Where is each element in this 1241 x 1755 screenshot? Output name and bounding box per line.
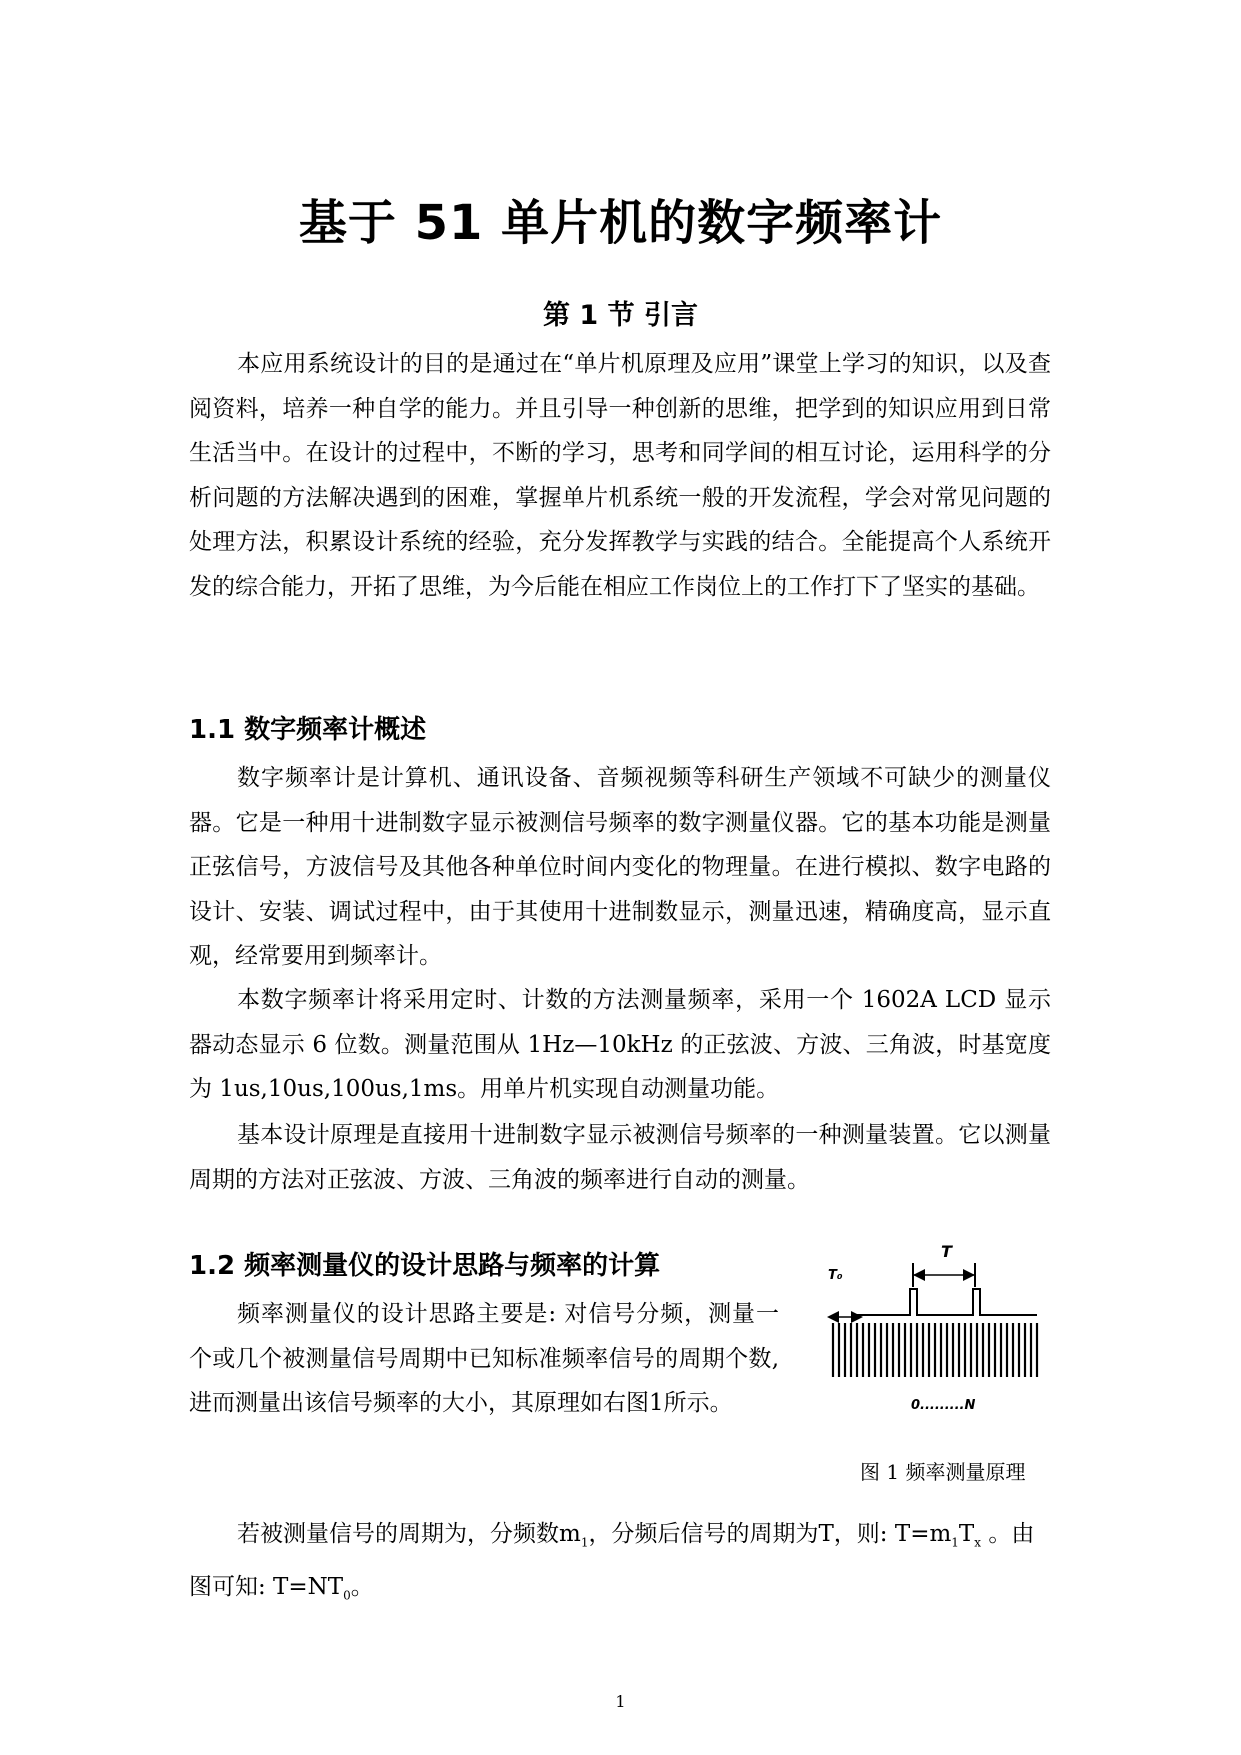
formula-text-3: T (958, 1521, 975, 1547)
page-number: 1 (615, 1692, 626, 1711)
paragraph-1-1-c: 基本设计原理是直接用十进制数字显示被测信号频率的一种测量装置。它以测量周期的方法对正弦波、方波、三角波的频率进行自动的测量。 (189, 1122, 1051, 1193)
intro-paragraph: 本应用系统设计的目的是通过在“单片机原理及应用”课堂上学习的知识，以及查阅资料，培养一种自学的能力。并且引导一种创新的思维，把学到的知识应用到日常生活当中。在设计的过程中，不断的学习，思考和同学间的相互讨论，运用科学的分析问题的方法解决遇到的困难，掌握单片机系统一般的开发流程，学会对常见问题的处理方法，积累设计系统的经验，充分发挥教学与实践的结合。全能提高个人系统开发的综合能力，开拓了思维，为今后能在相应工作岗位上的工作打下了坚实的基础。 (189, 351, 1051, 600)
paragraph-1-2-a: 频率测量仪的设计思路主要是: 对信号分频，测量一个或几个被测量信号周期中已知标准频率信号的周期个数,进而测量出该信号频率的大小，其原理如右图1所示。 (189, 1301, 779, 1416)
paragraph-1-1-b: 本数字频率计将采用定时、计数的方法测量频率，采用一个 1602A LCD 显示器动态显示 6 位数。测量范围从 1Hz—10kHz 的正弦波、方波、三角波，时基宽度为 1us,10us,100us,1ms。用单片机实现自动测量功能。 (189, 987, 1051, 1102)
formula-sub-1: 1 (580, 1535, 589, 1550)
label-T0: T₀ (828, 1268, 843, 1283)
frequency-measurement-figure (825, 1237, 1045, 1427)
heading-1-2: 1.2 频率测量仪的设计思路与频率的计算 (189, 1251, 661, 1281)
document-title: 基于 51 单片机的数字频率计 (298, 195, 943, 251)
formula-paragraph (189, 1512, 1051, 1618)
formula-sub-4: 0 (343, 1588, 351, 1603)
label-N: 0.........N (911, 1398, 976, 1413)
pulse-diagram (825, 1237, 1045, 1427)
formula-sub-3: x (974, 1535, 982, 1550)
formula-text-2: ，分频后信号的周期为T，则: T=m (588, 1521, 952, 1547)
paragraph-1-1-a: 数字频率计是计算机、通讯设备、音频视频等科研生产领域不可缺少的测量仪器。它是一种用十进制数字显示被测信号频率的数字测量仪器。它的基本功能是测量正弦信号，方波信号及其他各种单位时间内变化的物理量。在进行模拟、数字电路的设计、安装、调试过程中，由于其使用十进制数显示，测量迅速，精确度高，显示直观，经常要用到频率计。 (189, 765, 1051, 969)
clock-pulses (833, 1323, 1037, 1377)
label-T: T (941, 1242, 952, 1261)
formula-text-1: 若被测量信号的周期为，分频数m (237, 1521, 581, 1547)
figure-caption: 图 1 频率测量原理 (860, 1460, 1026, 1484)
formula-text-5: 。 (350, 1574, 374, 1601)
formula-sub-2: 1 (951, 1535, 959, 1550)
section-heading: 第 1 节 引言 (543, 300, 698, 331)
formula-text-4: 。由图可知: T=NT (189, 1521, 1035, 1601)
heading-1-1: 1.1 数字频率计概述 (189, 715, 427, 745)
